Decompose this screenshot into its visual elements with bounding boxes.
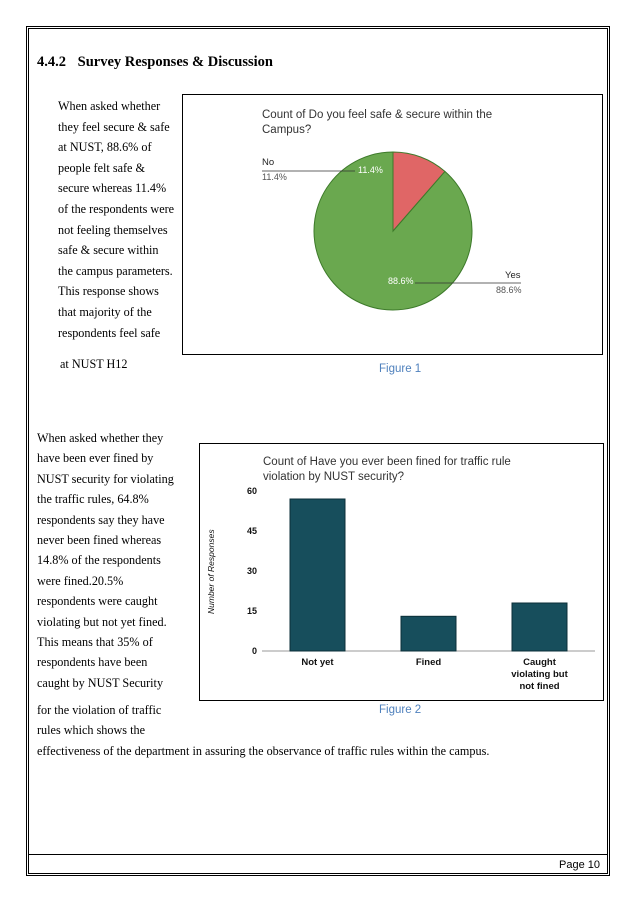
- x-category-label: Caught: [523, 657, 556, 668]
- text-line: NUST security for violating: [37, 471, 174, 486]
- text-line: never been fined whereas: [37, 533, 162, 548]
- text-line: not feeling themselves: [58, 222, 168, 237]
- text-line: the campus parameters.: [58, 263, 173, 278]
- text-line: 14.8% of the respondents: [37, 553, 161, 568]
- text-line: safe & secure within: [58, 243, 159, 258]
- pie-chart: [183, 95, 602, 354]
- y-tick-label: 60: [246, 486, 257, 496]
- y-tick-label: 45: [246, 526, 257, 536]
- x-category-label: Fined: [415, 657, 442, 668]
- slice-label-yes: 88.6%: [388, 276, 414, 286]
- chart-title-line: Count of Have you ever been fined for traffic rule: [263, 456, 511, 468]
- text-line: at NUST, 88.6% of: [58, 140, 152, 155]
- section-heading: [37, 54, 273, 71]
- paragraph-fines: [37, 428, 187, 693]
- paragraph-safety: [58, 96, 183, 343]
- bar: [290, 499, 345, 651]
- text-line: were fined.20.5%: [37, 573, 124, 588]
- y-tick-label: 15: [246, 606, 257, 616]
- x-category-label: not fined: [519, 681, 560, 692]
- x-category-label: violating but: [511, 669, 568, 680]
- text-line: respondents have been: [37, 655, 148, 670]
- x-category-label: Not yet: [301, 657, 334, 668]
- page-number: Page 10: [559, 859, 600, 871]
- text-line: caught by NUST Security: [37, 675, 164, 690]
- paragraph-fines-tail: [37, 700, 597, 761]
- text-line: violating but not yet fined.: [37, 614, 167, 629]
- y-tick-label: 30: [246, 566, 257, 576]
- bar: [512, 603, 567, 651]
- legend-label-yes: Yes: [505, 270, 521, 281]
- figure-caption: Figure 2: [379, 704, 422, 716]
- text-line: respondents were caught: [37, 594, 158, 609]
- text-line: This response shows: [58, 284, 159, 299]
- chart-title-line: Campus?: [262, 124, 312, 136]
- y-tick-label: 0: [251, 646, 257, 656]
- legend-label-no: No: [262, 157, 275, 168]
- legend-value-yes: 88.6%: [496, 285, 522, 295]
- text-line: When asked whether they: [37, 431, 164, 445]
- text-line: respondents feel safe: [58, 325, 161, 340]
- bar: [401, 616, 456, 651]
- slice-label-no: 11.4%: [358, 165, 383, 175]
- text-line: the traffic rules, 64.8%: [37, 492, 149, 507]
- bar-chart: [200, 444, 603, 700]
- text-line: of the respondents were: [58, 201, 175, 216]
- pie-chart-frame: [182, 94, 603, 355]
- text-line: This means that 35% of: [37, 635, 153, 650]
- text-line: When asked whether: [58, 99, 161, 113]
- y-axis-label: Number of Responses: [206, 529, 216, 614]
- chart-title-line: Count of Do you feel safe & secure within the: [262, 109, 493, 121]
- text-line: people felt safe &: [58, 160, 145, 175]
- figure-caption: Figure 1: [379, 363, 422, 375]
- bar-chart-frame: [199, 443, 604, 701]
- text-line: at NUST H12: [60, 357, 128, 371]
- text-line: secure whereas 11.4%: [58, 181, 167, 196]
- chart-title-line: violation by NUST security?: [263, 471, 405, 483]
- text-line: that majority of the: [58, 304, 152, 319]
- text-line: have been ever fined by: [37, 451, 154, 466]
- text-line: they feel secure & safe: [58, 119, 170, 134]
- text-line: for the violation of traffic: [37, 703, 162, 717]
- text-line: effectiveness of the department in assuring the observance of traffic rules within the campus.: [37, 743, 490, 758]
- text-line: rules which shows the: [37, 723, 145, 738]
- section-title: Survey Responses & Discussion: [77, 54, 273, 70]
- footer-divider: [29, 854, 607, 855]
- section-number: 4.4.2: [37, 54, 66, 70]
- legend-value-no: 11.4%: [262, 172, 287, 182]
- text-line: respondents say they have: [37, 512, 165, 527]
